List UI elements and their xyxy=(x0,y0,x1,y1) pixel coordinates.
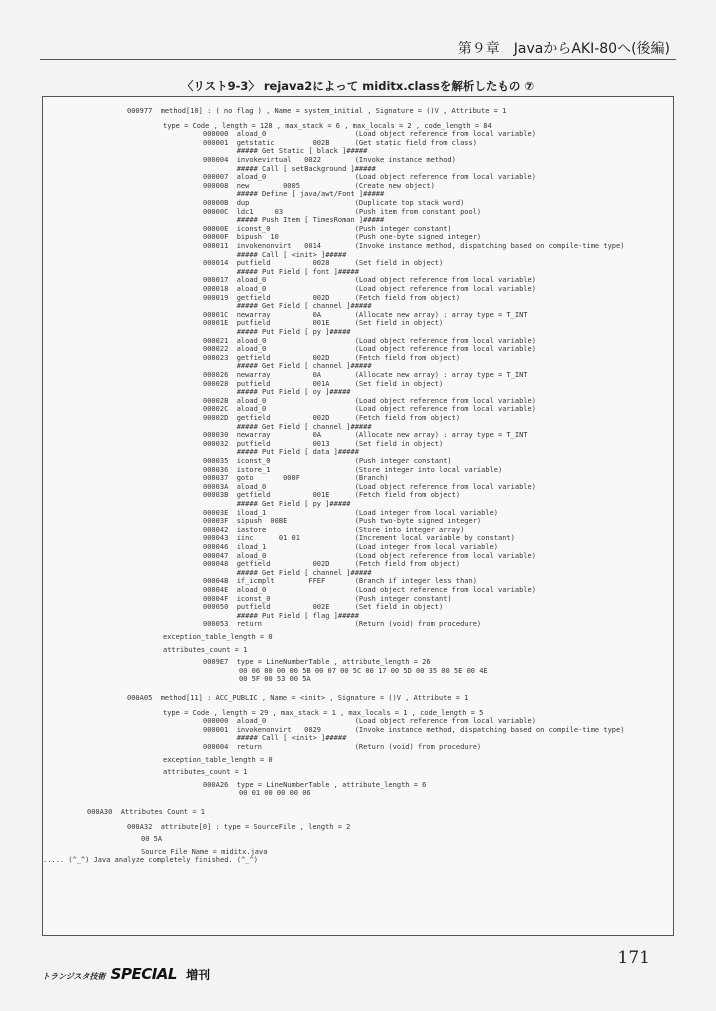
listing-line: 00004F iconst_0 (Push integer constant) xyxy=(203,594,452,603)
logo-prefix: トランジスタ技術 xyxy=(42,972,106,981)
listing-line: 000004 return (Return (void) from procedure) xyxy=(203,743,482,751)
listing-line: ##### Call [ <init> ]##### xyxy=(203,250,347,259)
listing-line: 000037 goto 000F (Branch) xyxy=(203,474,389,483)
listing-line: 000030 newarray 0A (Allocate new array) : array type = T_INT xyxy=(203,431,528,440)
listing-line: ##### Put Field [ font ]##### xyxy=(203,267,359,276)
listing-line: attributes_count = 1 xyxy=(163,768,248,777)
listing-line: 000008 new 0005 (Create new object) xyxy=(203,181,435,190)
listing-line: ##### Get Static [ black ]##### xyxy=(203,147,368,156)
listing-line: 000007 aload_0 (Load object reference from local variable) xyxy=(203,173,536,182)
listing-line: exception_table_length = 0 xyxy=(163,633,273,641)
listing-line: ##### Get Field [ channel ]##### xyxy=(203,302,372,311)
listing-line: 000036 istore_1 (Store integer into local variable) xyxy=(203,465,503,474)
listing-line: ##### Get Field [ channel ]##### xyxy=(203,362,372,371)
listing-line: type = Code , length = 128 , max_stack = 6 , max_locals = 2 , code_length = 84 xyxy=(163,121,492,130)
listing-line: 000023 getfield 002D (Fetch field from object) xyxy=(203,353,461,362)
listing-line: 00001C newarray 0A (Allocate new array) : array type = T_INT xyxy=(203,310,528,319)
listing-line: 000000 aload_0 (Load object reference from local variable) xyxy=(203,130,536,139)
listing-line: 000026 newarray 0A (Allocate new array) : array type = T_INT xyxy=(203,371,528,379)
listing-line: 00 01 00 00 00 06 xyxy=(239,789,311,798)
listing-line: 000A26 type = LineNumberTable , attribute_length = 6 xyxy=(203,780,427,789)
listing-line: ##### Get Field [ channel ]##### xyxy=(203,422,372,431)
logo-suffix: 増刊 xyxy=(186,968,211,982)
listing-line: 000047 aload_0 (Load object reference from local variable) xyxy=(203,551,536,560)
listing-line: 000021 aload_0 (Load object reference from local variable) xyxy=(203,336,536,345)
listing-line: ##### Put Field [ oy ]##### xyxy=(203,388,351,397)
listing-line: 000977 method[10] : ( no flag ) , Name = system_initial , Signature = ()V , Attribute = 1 xyxy=(127,107,507,115)
listing-line: 000019 getfield 002D (Fetch field from object) xyxy=(203,293,461,302)
listing-line: 000018 aload_0 (Load object reference from local variable) xyxy=(203,285,536,293)
listing-line: 00001E putfield 001E (Set field in object) xyxy=(203,319,444,328)
listing-line: 000004 invokevirtual 0022 (Invoke instance method) xyxy=(203,156,456,164)
listing-line: 000053 return (Return (void) from procedure) xyxy=(203,620,482,629)
listing-line: ##### Define [ java/awt/Font ]##### xyxy=(203,190,385,199)
chapter-title: 第９章 JavaからAKI-80へ(後編) xyxy=(457,41,670,57)
listing-line: 000028 putfield 001A (Set field in object) xyxy=(203,379,444,388)
listing-line: 000011 invokenonvirt 0014 (Invoke instance method, dispatching based on compile-time type) xyxy=(203,242,625,250)
listing-line: 00004B if_icmplt FFEF (Branch if integer less than) xyxy=(203,577,477,586)
listing-line: ..... (^_^) Java analyze completely finished. (^_^) xyxy=(43,856,258,865)
listing-line: 000017 aload_0 (Load object reference from local variable) xyxy=(203,276,536,285)
listing-caption: 〈リスト9-3〉 rejava2によって miditx.classを解析したもの ⑦ xyxy=(181,79,535,93)
listing-line: 000043 iinc 01 01 (Increment local variable by constant) xyxy=(203,534,515,543)
listing-line: 000001 getstatic 002B (Get static field from class) xyxy=(203,138,477,147)
listing-line: ##### Get Field [ py ]##### xyxy=(203,500,351,508)
listing-line: 00003B getfield 001E (Fetch field from object) xyxy=(203,491,461,500)
header-rule xyxy=(40,59,676,60)
listing-line: 000001 invokenonvirt 0029 (Invoke instance method, dispatching based on compile-time type) xyxy=(203,725,625,734)
listing-line: 000A32 attribute[0] : type = SourceFile , length = 2 xyxy=(127,822,351,831)
listing-line: ##### Put Field [ data ]##### xyxy=(203,448,359,457)
listing-line: 000035 iconst_0 (Push integer constant) xyxy=(203,457,452,465)
page-number: 171 xyxy=(617,948,650,968)
listing-line: 00000F bipush 10 (Push one-byte signed integer) xyxy=(203,233,482,242)
listing-line: exception_table_length = 0 xyxy=(163,755,273,764)
listing-line: 00002D getfield 002D (Fetch field from object) xyxy=(203,414,461,422)
listing-line: 000032 putfield 0013 (Set field in object) xyxy=(203,439,444,448)
listing-line: ##### Put Field [ flag ]##### xyxy=(203,611,359,620)
magazine-logo xyxy=(42,964,210,983)
listing-line: ##### Call [ setBackground ]##### xyxy=(203,164,376,173)
listing-line: 00 5F 00 53 00 5A xyxy=(239,675,311,684)
listing-line: 000050 putfield 002E (Set field in object) xyxy=(203,603,444,612)
listing-line: 00004E aload_0 (Load object reference from local variable) xyxy=(203,586,536,594)
listing-line: 00002C aload_0 (Load object reference from local variable) xyxy=(203,405,536,414)
listing-line: 000A05 method[11] : ACC_PUBLIC , Name = <init> , Signature = ()V , Attribute = 1 xyxy=(127,694,469,702)
logo-main: SPECIAL xyxy=(110,965,177,983)
listing-line: 000046 iload_1 (Load integer from local variable) xyxy=(203,543,499,551)
listing-line: 00000B dup (Duplicate top stack word) xyxy=(203,199,465,207)
listing-line: 00000E iconst_0 (Push integer constant) xyxy=(203,224,452,233)
listing-line: 00002B aload_0 (Load object reference from local variable) xyxy=(203,396,536,405)
listing-line: 00 5A xyxy=(141,835,163,844)
listing-line: Source File Name = miditx.java xyxy=(141,847,268,856)
listing-line: 0009E7 type = LineNumberTable , attribute_length = 26 xyxy=(203,658,431,667)
listing-line: ##### Get Field [ channel ]##### xyxy=(203,568,372,577)
listing-line: 000000 aload_0 (Load object reference from local variable) xyxy=(203,717,536,726)
listing-line: 00003F sipush 00BE (Push two-byte signed integer) xyxy=(203,517,482,526)
listing-line: type = Code , length = 29 , max_stack = 1 , max_locals = 1 , code_length = 5 xyxy=(163,708,484,717)
listing-line: ##### Put Field [ py ]##### xyxy=(203,328,351,336)
listing-line: ##### Push Item [ TimesRoman ]##### xyxy=(203,216,385,225)
listing-line: 000048 getfield 002D (Fetch field from object) xyxy=(203,560,461,569)
listing-line: 00003E iload_1 (Load integer from local variable) xyxy=(203,508,499,517)
listing-line: ##### Call [ <init> ]##### xyxy=(203,734,347,743)
listing-line: 000042 iastore (Store into integer array) xyxy=(203,525,465,534)
listing-line: 000014 putfield 0028 (Set field in object) xyxy=(203,259,444,268)
listing-line: 000A30 Attributes Count = 1 xyxy=(87,808,206,816)
listing-line: 00003A aload_0 (Load object reference from local variable) xyxy=(203,482,536,491)
listing-line: 00000C ldc1 03 (Push item from constant pool) xyxy=(203,207,482,216)
listing-box xyxy=(42,96,674,936)
listing-line: 00 06 00 00 00 5B 00 07 00 5C 00 17 00 5D 00 35 00 5E 00 4E xyxy=(239,666,488,675)
listing-line: 000022 aload_0 (Load object reference from local variable) xyxy=(203,345,536,354)
listing-line: attributes_count = 1 xyxy=(163,645,248,654)
